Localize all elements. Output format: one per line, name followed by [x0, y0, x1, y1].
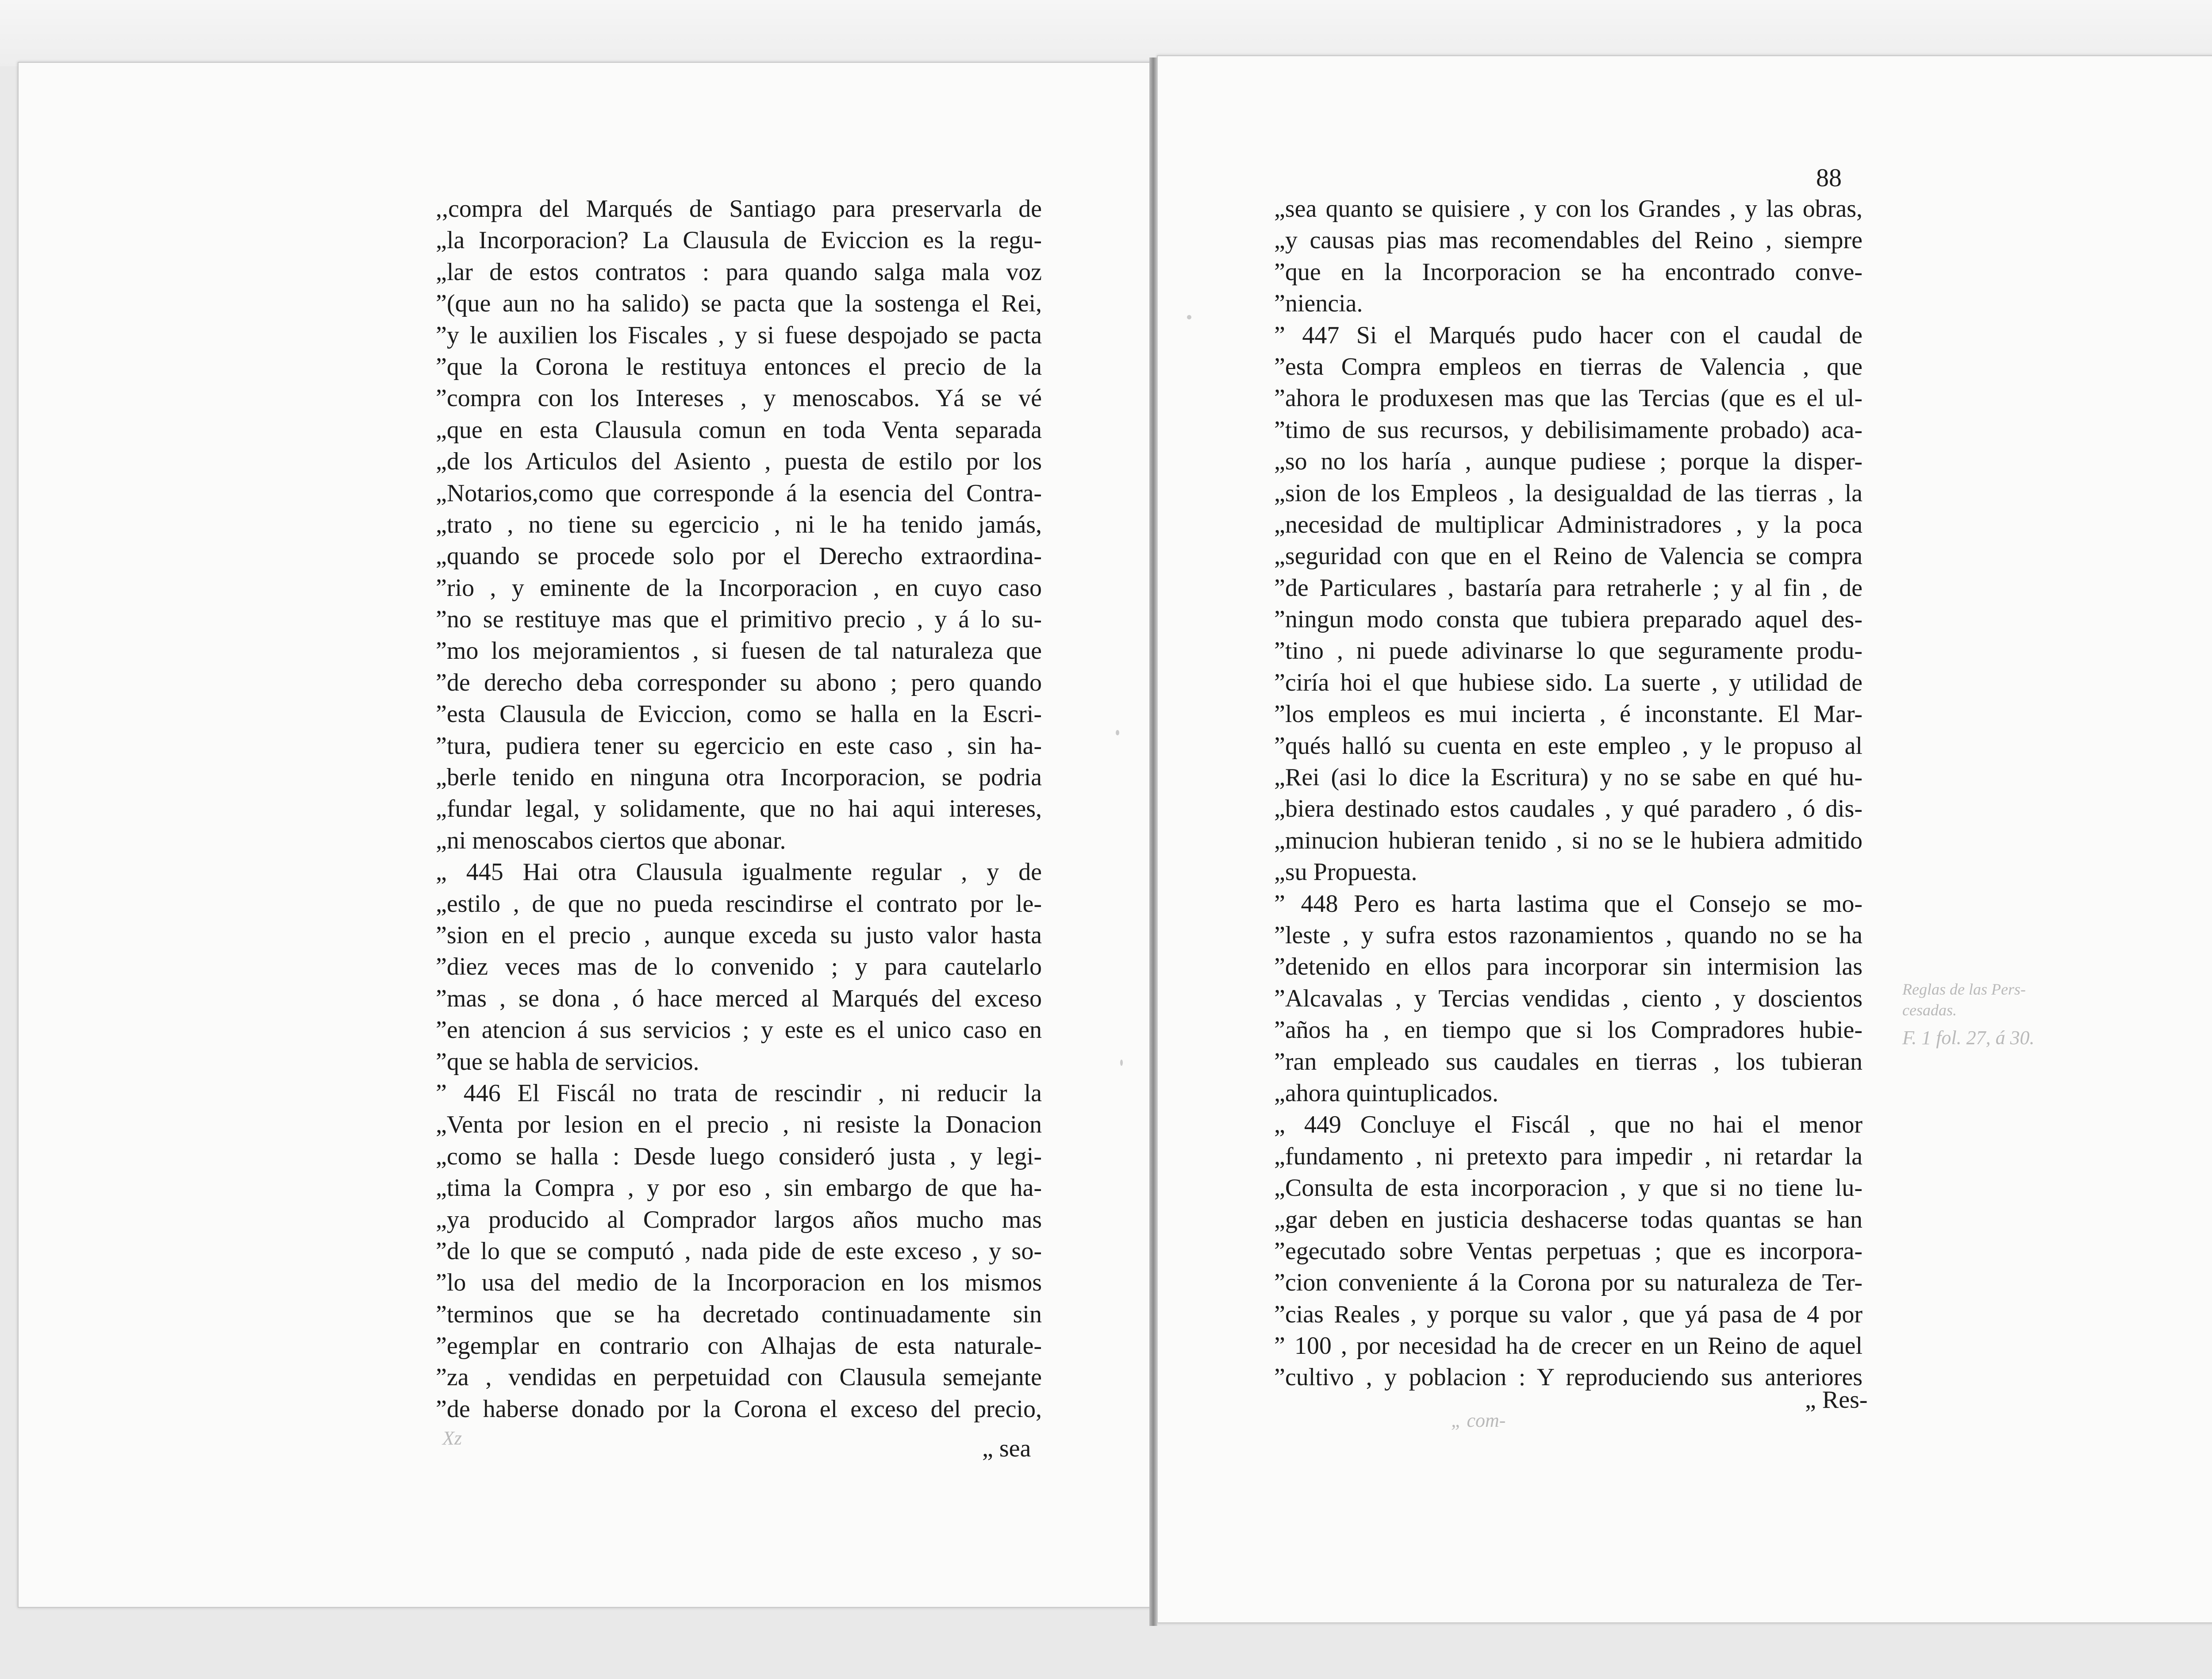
- text-line: ”esta Compra empleos en tierras de Valencia , que: [1274, 353, 1863, 380]
- ink-speck: [1120, 1060, 1123, 1066]
- text-line: ”cion conveniente á la Corona por su naturaleza de Ter-: [1274, 1269, 1863, 1297]
- text-line: „Rei (asi lo dice la Escritura) y no se sabe en qué hu-: [1274, 764, 1863, 791]
- text-line: ”de lo que se computó , nada pide de este exceso , y so-: [436, 1237, 1042, 1265]
- text-line: ”ran empleado sus caudales en tierras , los tubieran: [1274, 1048, 1863, 1076]
- text-line: ”rio , y eminente de la Incorporacion , en cuyo caso: [436, 574, 1042, 602]
- text-line: „ 449 Concluye el Fiscál , que no hai el menor: [1274, 1111, 1863, 1139]
- text-line: ”ningun modo consta que tubiera preparado aquel des-: [1274, 606, 1863, 634]
- text-line: „necesidad de multiplicar Administradores , y la poca: [1274, 511, 1863, 538]
- show-through-margin-note: Reglas de las Pers-: [1902, 980, 2026, 998]
- text-line: ”timo de sus recursos, y debilisimamente probado) aca-: [1274, 416, 1863, 444]
- text-line: ”los empleos es mui incierta , é inconstante. El Mar-: [1274, 700, 1863, 728]
- page-number: 88: [1816, 163, 1842, 192]
- show-through-margin-note: F. 1 fol. 27, á 30.: [1902, 1027, 2035, 1049]
- text-line: „seguridad con que en el Reino de Valencia se compra: [1274, 542, 1863, 570]
- text-line: ”en atencion á sus servicios ; y este es el unico caso en: [436, 1016, 1042, 1044]
- text-line: ”cultivo , y poblacion : Y reproduciendo sus anteriores: [1274, 1364, 1863, 1391]
- text-line: ”años ha , en tiempo que si los Compradores hubie-: [1274, 1016, 1863, 1044]
- text-line: „ni menoscabos ciertos que abonar.: [436, 826, 786, 854]
- text-line: ”esta Clausula de Eviccion, como se halla en la Escri-: [436, 700, 1042, 728]
- book-gutter: [1149, 58, 1157, 1626]
- text-line: ,,compra del Marqués de Santiago para preservarla de: [436, 195, 1042, 223]
- text-line: ”de Particulares , bastaría para retraherle ; y al fin , de: [1274, 574, 1863, 602]
- ink-speck: [1187, 315, 1191, 319]
- text-line: ”de derecho deba corresponder su abono ; pero quando: [436, 669, 1042, 696]
- text-line: ”detenido en ellos para incorporar sin intermision las: [1274, 953, 1863, 981]
- text-line: „su Propuesta.: [1274, 858, 1417, 886]
- text-line: ” 446 El Fiscál no trata de rescindir , ni reducir la: [436, 1079, 1042, 1107]
- text-line: ”no se restituye mas que el primitivo precio , y á lo su-: [436, 606, 1042, 634]
- text-line: ”cias Reales , y porque su valor , que yá pasa de 4 por: [1274, 1300, 1863, 1328]
- text-line: ”niencia.: [1274, 290, 1363, 318]
- text-line: „ahora quintuplicados.: [1274, 1079, 1498, 1107]
- text-line: „la Incorporacion? La Clausula de Eviccion es la regu-: [436, 227, 1042, 254]
- text-line: ”de haberse donado por la Corona el exceso del precio,: [436, 1395, 1042, 1423]
- text-line: ”y le auxilien los Fiscales , y si fuese despojado se pacta: [436, 321, 1042, 349]
- text-line: ”mas , se dona , ó hace merced al Marqués del exceso: [436, 984, 1042, 1012]
- text-line: „que en esta Clausula comun en toda Venta separada: [436, 416, 1042, 444]
- text-line: „sea quanto se quisiere , y con los Grandes , y las obras,: [1274, 195, 1863, 223]
- catchword: „ sea: [982, 1435, 1031, 1462]
- text-line: „biera destinado estos caudales , y qué paradero , ó dis-: [1274, 795, 1863, 823]
- text-line: „como se halla : Desde luego consideró justa , y legi-: [436, 1142, 1042, 1170]
- text-line: „de los Articulos del Asiento , puesta de estilo por los: [436, 448, 1042, 476]
- text-line: ”compra con los Intereses , y menoscabos. Yá se vé: [436, 384, 1042, 412]
- text-line: ”tino , ni puede adivinarse lo que seguramente produ-: [1274, 637, 1863, 665]
- show-through-margin-note: cesadas.: [1902, 1001, 1957, 1019]
- text-line: ” 447 Si el Marqués pudo hacer con el caudal de: [1274, 321, 1863, 349]
- text-line: „ya producido al Comprador largos años mucho mas: [436, 1206, 1042, 1233]
- text-line: „fundamento , ni pretexto para impedir , ni retardar la: [1274, 1142, 1863, 1170]
- text-line: ”que en la Incorporacion se ha encontrado conve-: [1274, 258, 1863, 286]
- text-line: „Consulta de esta incorporacion , y que si no tiene lu-: [1274, 1174, 1863, 1202]
- text-line: „quando se procede solo por el Derecho extraordina-: [436, 542, 1042, 570]
- text-line: „Notarios,como que corresponde á la esencia del Contra-: [436, 479, 1042, 507]
- text-line: ”lo usa del medio de la Incorporacion en los mismos: [436, 1269, 1042, 1297]
- text-line: „gar deben en justicia deshacerse todas quantas se han: [1274, 1206, 1863, 1233]
- text-line: ”tura, pudiera tener su egercicio en este caso , sin ha-: [436, 732, 1042, 760]
- text-line: „ 445 Hai otra Clausula igualmente regular , y de: [436, 858, 1042, 886]
- text-line: ” 100 , por necesidad ha de crecer en un Reino de aquel: [1274, 1332, 1863, 1360]
- text-line: „minucion hubieran tenido , si no se le hubiera admitido: [1274, 826, 1863, 854]
- ink-speck: [1116, 730, 1119, 735]
- text-line: „lar de estos contratos : para quando salga mala voz: [436, 258, 1042, 286]
- text-line: „so no los haría , aunque pudiese ; porque la disper-: [1274, 448, 1863, 476]
- text-line: ”mo los mejoramientos , si fuesen de tal naturaleza que: [436, 637, 1042, 665]
- text-line: ”ahora le produxesen mas que las Tercias (que es el ul-: [1274, 384, 1863, 412]
- text-line: „sion de los Empleos , la desigualdad de las tierras , la: [1274, 479, 1863, 507]
- text-line: ”za , vendidas en perpetuidad con Clausula semejante: [436, 1364, 1042, 1391]
- text-line: ”egecutado sobre Ventas perpetuas ; que es incorpora-: [1274, 1237, 1863, 1265]
- text-line: „estilo , de que no pueda rescindirse el contrato por le-: [436, 890, 1042, 918]
- left-text-column: [436, 193, 1042, 1425]
- text-line: ”que se habla de servicios.: [436, 1048, 699, 1076]
- text-line: „y causas pias mas recomendables del Reino , siempre: [1274, 227, 1863, 254]
- text-line: ” 448 Pero es harta lastima que el Consejo se mo-: [1274, 890, 1863, 918]
- text-line: ”que la Corona le restituya entonces el precio de la: [436, 353, 1042, 380]
- show-through-text: Xz: [442, 1427, 462, 1449]
- catchword: „ Res-: [1805, 1386, 1868, 1414]
- text-line: „berle tenido en ninguna otra Incorporacion, se podria: [436, 764, 1042, 791]
- text-line: „Venta por lesion en el precio , ni resiste la Donacion: [436, 1111, 1042, 1139]
- text-line: ”leste , y sufra estos razonamientos , quando no se ha: [1274, 921, 1863, 949]
- text-line: ”(que aun no ha salido) se pacta que la sostenga el Rei,: [436, 290, 1042, 318]
- text-line: „fundar legal, y solidamente, que no hai aqui intereses,: [436, 795, 1042, 823]
- text-line: ”ciría hoi el que hubiese sido. La suerte , y utilidad de: [1274, 669, 1863, 696]
- text-line: ”egemplar en contrario con Alhajas de esta naturale-: [436, 1332, 1042, 1360]
- show-through-text: „ com-: [1451, 1410, 1506, 1431]
- text-line: ”qués halló su cuenta en este empleo , y le propuso al: [1274, 732, 1863, 760]
- text-line: „trato , no tiene su egercicio , ni le ha tenido jamás,: [436, 511, 1042, 538]
- text-line: ”sion en el precio , aunque exceda su justo valor hasta: [436, 921, 1042, 949]
- right-text-column: [1274, 193, 1863, 1394]
- text-line: „tima la Compra , y por eso , sin embargo de que ha-: [436, 1174, 1042, 1202]
- text-line: ”diez veces mas de lo convenido ; y para cautelarlo: [436, 953, 1042, 981]
- text-line: ”terminos que se ha decretado continuadamente sin: [436, 1300, 1042, 1328]
- text-line: ”Alcavalas , y Tercias vendidas , ciento , y doscientos: [1274, 984, 1863, 1012]
